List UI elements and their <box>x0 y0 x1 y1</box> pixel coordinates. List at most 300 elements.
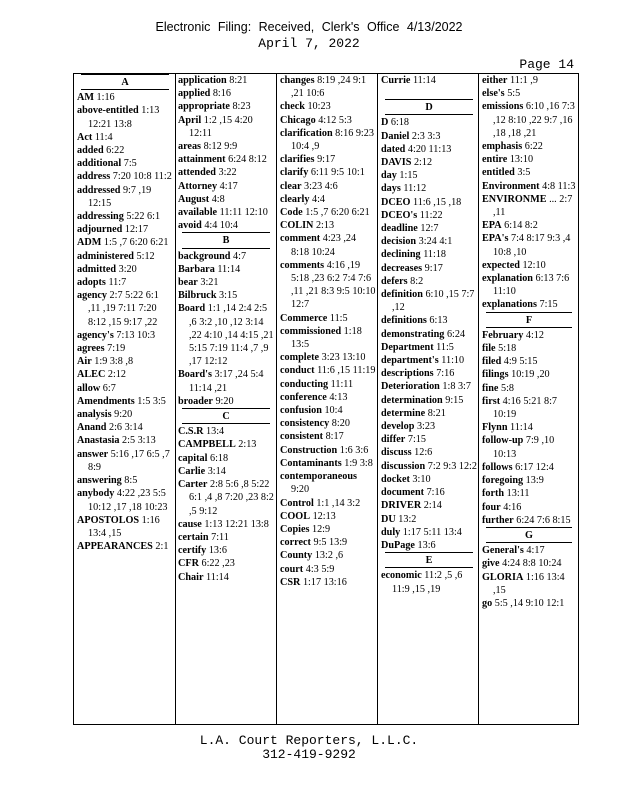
index-word: further <box>482 514 514 526</box>
index-word: four <box>482 501 501 513</box>
index-entry <box>482 259 576 272</box>
index-page-line-refs: 5:8 <box>500 382 514 394</box>
index-word: definitions <box>381 315 427 327</box>
index-page-line-refs: 1:13 12:21 13:8 <box>204 518 269 530</box>
index-page-line-refs: 7:19 <box>107 343 126 355</box>
index-page-line-refs: 5:12 <box>136 250 155 262</box>
index-page-line-refs: 7:15 <box>539 299 558 311</box>
index-word: department's <box>381 355 439 367</box>
index-word: certify <box>178 545 207 557</box>
index-entry <box>381 539 477 552</box>
index-word: document <box>381 487 425 499</box>
index-word: General's <box>482 545 524 557</box>
index-word: Copies <box>280 523 310 535</box>
index-entry <box>280 74 376 100</box>
index-entry <box>77 514 173 540</box>
index-word: expected <box>482 259 520 271</box>
index-word: Barbara <box>178 263 215 275</box>
index-page-line-refs: 12:10 <box>522 259 546 271</box>
index-entry <box>178 153 274 166</box>
index-page-line-refs: 11:4 <box>94 131 113 143</box>
index-page-line-refs: 13:11 <box>506 488 530 500</box>
index-entry <box>280 523 376 536</box>
index-entry <box>280 430 376 443</box>
index-entry <box>77 263 173 276</box>
index-word: Carlie <box>178 465 206 477</box>
index-entry <box>77 421 173 434</box>
index-entry <box>280 193 376 206</box>
index-word: background <box>178 250 231 262</box>
index-entry <box>381 116 477 129</box>
index-entry <box>178 263 274 276</box>
index-page-line-refs: 1:16 13:4 ,15 <box>88 514 160 539</box>
index-page-line-refs: 4:7 <box>233 250 247 262</box>
index-word: August <box>178 193 210 205</box>
index-word: first <box>482 395 501 407</box>
index-entry <box>482 219 576 232</box>
index-page-line-refs: 5:5 <box>507 88 521 100</box>
index-page-line-refs: 4:17 <box>219 180 238 192</box>
index-word: County <box>280 550 313 562</box>
index-entry <box>77 434 173 447</box>
index-entry <box>280 470 376 496</box>
index-page-line-refs: 3:22 <box>218 167 237 179</box>
index-entry <box>178 87 274 100</box>
index-word: DRIVER <box>381 500 422 512</box>
index-word: capital <box>178 452 208 464</box>
index-entry <box>482 272 576 298</box>
index-word: filed <box>482 356 502 368</box>
index-entry <box>280 404 376 417</box>
index-entry <box>482 140 576 153</box>
index-word: Board <box>178 303 206 315</box>
index-page-line-refs: 11:14 <box>510 422 533 434</box>
index-entry <box>280 444 376 457</box>
index-word: bear <box>178 277 198 289</box>
index-word: correct <box>280 537 311 549</box>
index-page-line-refs: 13:6 <box>208 545 227 557</box>
index-word: addressing <box>77 211 124 223</box>
index-word: agrees <box>77 343 105 355</box>
index-page-line-refs: 1:9 3:8 <box>344 457 373 469</box>
index-page-line-refs: 2:13 <box>315 220 335 232</box>
index-word: anybody <box>77 488 115 500</box>
index-entry <box>482 298 576 311</box>
index-entry <box>381 209 477 222</box>
index-word: clear <box>280 180 302 192</box>
index-page-line-refs: 1:1 ,14 2:4 2:5 ,6 3:2 ,10 ,12 3:14 ,22 4:10 ,14 4:15 ,21 5:15 7:19 11:4 ,7 ,9 ,17 12:12 <box>189 303 274 368</box>
index-entry <box>381 248 477 261</box>
index-page-line-refs: 4:22 ,23 5:5 10:12 ,17 ,18 10:23 <box>88 488 168 513</box>
index-word: available <box>178 207 218 219</box>
index-word: Bilbruck <box>178 290 217 302</box>
index-entry <box>381 328 477 341</box>
index-page-line-refs: 3:20 <box>118 263 137 275</box>
index-page-line-refs: 1:5 ,7 6:20 6:21 <box>103 237 169 249</box>
index-entry <box>482 100 576 140</box>
index-letter-heading: F <box>486 312 572 328</box>
index-word: Chicago <box>280 114 316 126</box>
index-entry <box>381 473 477 486</box>
index-word: adopts <box>77 277 106 289</box>
index-page-line-refs: 8:2 <box>410 275 424 287</box>
index-page-line-refs: 5:18 <box>498 343 517 355</box>
index-page-line-refs: 7:11 <box>211 531 229 543</box>
index-word: go <box>482 597 493 609</box>
index-entry <box>280 549 376 562</box>
index-word: court <box>280 563 304 575</box>
index-page-line-refs: 12:7 <box>420 223 439 235</box>
index-page-line-refs: 6:11 9:5 10:1 <box>310 167 365 179</box>
index-page-line-refs: 4:17 <box>526 545 545 557</box>
index-page-line-refs: 2:8 5:6 ,8 5:22 6:1 ,4 ,8 7:20 ,23 8:2 ,5 9:12 <box>189 479 274 517</box>
index-entry <box>280 312 376 325</box>
index-entry <box>77 170 173 183</box>
index-page-line-refs: 11:5 <box>329 312 348 324</box>
index-word: consistency <box>280 418 330 430</box>
index-entry <box>482 382 576 395</box>
index-page-line-refs: 6:13 <box>429 315 448 327</box>
index-word: clarification <box>280 127 333 139</box>
index-word: emphasis <box>482 141 523 153</box>
index-page-line-refs: 3:23 4:6 <box>304 180 338 192</box>
index-page-line-refs: 9:20 <box>215 395 234 407</box>
index-page-line-refs: 1:17 5:11 13:4 <box>402 526 462 538</box>
index-letter-heading: C <box>182 408 270 424</box>
index-word: admitted <box>77 263 117 275</box>
index-entry <box>482 368 576 381</box>
index-entry <box>77 540 173 553</box>
index-word: D <box>381 117 389 129</box>
index-word: adjourned <box>77 224 123 236</box>
index-page-line-refs: 6:22 ,23 <box>201 558 235 570</box>
index-word: application <box>178 75 227 86</box>
index-page-line-refs: 8:17 <box>325 431 344 443</box>
index-word: DAVIS <box>381 157 412 169</box>
index-page-line-refs: 3:17 ,24 5:4 11:14 ,21 <box>189 369 264 394</box>
index-word: February <box>482 329 524 341</box>
index-page-line-refs: 11:2 ,5 ,6 11:9 ,15 ,19 <box>392 570 463 595</box>
index-page-line-refs: 3:23 <box>416 421 436 433</box>
index-word: COOL <box>280 510 311 522</box>
index-page-line-refs: 4:9 5:15 <box>503 356 538 368</box>
index-page-line-refs: 11:14 <box>412 75 436 86</box>
index-entry <box>77 448 173 474</box>
index-entry <box>178 452 274 465</box>
index-entry <box>280 100 376 113</box>
index-entry <box>77 355 173 368</box>
index-word: avoid <box>178 220 202 232</box>
index-page-line-refs: 4:20 11:13 <box>407 143 452 155</box>
index-page-line-refs: 11:7 <box>108 277 127 289</box>
index-word: areas <box>178 141 202 153</box>
index-page-line-refs: 7:15 <box>407 434 426 446</box>
index-column-4 <box>381 74 477 724</box>
index-word: COLIN <box>280 220 314 232</box>
index-entry <box>381 407 477 420</box>
index-word: Currie <box>381 75 411 86</box>
index-word: applied <box>178 88 211 100</box>
index-word: Construction <box>280 444 338 456</box>
index-entry <box>178 166 274 179</box>
court-reporter-phone: 312-419-9292 <box>262 747 356 762</box>
index-page-line-refs: 4:23 ,24 8:18 10:24 <box>291 233 357 258</box>
index-page-line-refs: 4:12 <box>525 329 544 341</box>
index-entry <box>482 342 576 355</box>
index-word: C.S.R <box>178 426 204 438</box>
index-word: explanations <box>482 299 537 311</box>
index-word: dated <box>381 143 406 155</box>
index-entry <box>77 157 173 170</box>
index-page-line-refs: 11:6 ,15 11:19 <box>317 365 376 377</box>
index-entry <box>381 499 477 512</box>
index-word: clarify <box>280 167 309 179</box>
index-entry <box>381 569 477 595</box>
index-page-line-refs: 9:17 <box>317 154 336 166</box>
index-entry <box>482 434 576 460</box>
index-word: broader <box>178 395 213 407</box>
index-page-line-refs: 2:12 <box>413 157 433 169</box>
index-word: certain <box>178 531 209 543</box>
index-word: DCEO's <box>381 209 418 221</box>
index-entry <box>381 486 477 499</box>
index-entry <box>381 143 477 156</box>
index-entry <box>178 438 274 451</box>
index-page-line-refs: 1:2 ,15 4:20 12:11 <box>189 114 253 139</box>
index-page-line-refs: 4:4 10:4 <box>204 220 239 232</box>
index-entry <box>280 417 376 430</box>
index-page-line-refs: 6:24 8:12 <box>228 154 267 166</box>
index-page-line-refs: 4:8 11:3 <box>542 180 576 192</box>
index-word: give <box>482 558 500 570</box>
index-page-line-refs: 11:18 <box>423 249 447 261</box>
index-entry <box>381 433 477 446</box>
index-word: CAMPBELL <box>178 439 236 451</box>
index-entry <box>280 351 376 364</box>
index-entry <box>482 597 576 610</box>
index-entry <box>381 420 477 433</box>
index-entry <box>381 288 477 314</box>
index-entry <box>381 262 477 275</box>
index-page-line-refs: 8:21 <box>427 407 446 419</box>
index-entry <box>482 193 576 219</box>
index-word: Flynn <box>482 422 508 434</box>
index-page-line-refs: 4:12 5:3 <box>318 114 352 126</box>
index-word: conduct <box>280 365 315 377</box>
index-word: file <box>482 343 496 355</box>
index-word: agency <box>77 290 107 302</box>
index-page-line-refs: 13:10 <box>509 154 534 166</box>
index-page-line-refs: 1:9 3:8 ,8 <box>94 356 134 368</box>
index-page-line-refs: 6:22 <box>524 141 543 153</box>
index-page-line-refs: 6:24 7:6 8:15 <box>516 514 571 526</box>
index-page-line-refs: 2:13 <box>238 439 257 451</box>
index-page-line-refs: 10:19 ,20 <box>511 369 550 381</box>
index-word: attainment <box>178 154 226 166</box>
index-entry <box>178 114 274 140</box>
index-word: fine <box>482 382 499 394</box>
index-word: conference <box>280 391 327 403</box>
index-page-line-refs: 9:15 <box>445 394 464 406</box>
index-entry <box>482 544 576 557</box>
index-entry <box>178 289 274 302</box>
index-word: duly <box>381 526 401 538</box>
index-entry <box>77 223 173 236</box>
index-word: commissioned <box>280 325 342 337</box>
index-page-line-refs: 3:23 13:10 <box>321 352 366 364</box>
index-word: develop <box>381 421 415 433</box>
index-word: declining <box>381 249 421 261</box>
index-word: comment <box>280 233 321 245</box>
index-page-line-refs: 7:4 8:17 9:3 ,4 10:8 ,10 <box>493 233 571 258</box>
index-entry <box>482 557 576 570</box>
index-page-line-refs: 5:22 6:1 <box>126 211 161 223</box>
index-word: Anastasia <box>77 435 120 447</box>
index-page-line-refs: 11:6 ,15 ,18 <box>412 196 462 208</box>
index-page-line-refs: 8:23 <box>232 101 251 113</box>
column-divider <box>377 74 378 724</box>
index-word: analysis <box>77 409 112 421</box>
index-entry <box>77 236 173 249</box>
index-page-line-refs: 12:17 <box>124 224 149 236</box>
index-word: decision <box>381 236 417 248</box>
index-word: descriptions <box>381 368 434 380</box>
index-entry <box>280 497 376 510</box>
column-divider <box>276 74 277 724</box>
index-page-line-refs: 9:5 13:9 <box>313 537 348 549</box>
index-word: discuss <box>381 447 412 459</box>
index-word: added <box>77 145 104 157</box>
index-word: definition <box>381 289 423 301</box>
index-page-line-refs: 12:6 <box>414 447 433 459</box>
index-column-1 <box>77 74 173 724</box>
index-page-line-refs: 7:16 <box>436 368 455 380</box>
index-page-line-refs: 1:5 3:5 <box>137 395 166 407</box>
index-page-line-refs: 6:24 <box>446 328 466 340</box>
index-word: Act <box>77 131 93 143</box>
index-page-line-refs: 13:2 ,6 <box>314 550 344 562</box>
index-word: confusion <box>280 405 322 417</box>
index-page-line-refs: 10:4 <box>324 405 343 417</box>
index-word: DU <box>381 513 396 525</box>
index-page-line-refs: 6:18 <box>390 117 410 129</box>
index-word: clearly <box>280 193 310 205</box>
index-entry <box>178 531 274 544</box>
index-letter-heading: B <box>182 232 270 248</box>
index-word: above-entitled <box>77 105 139 117</box>
index-entry <box>280 166 376 179</box>
index-entry <box>77 329 173 342</box>
index-entry <box>77 184 173 210</box>
index-page-line-refs: 11:11 <box>330 378 354 390</box>
index-word: explanation <box>482 273 533 285</box>
index-entry <box>178 571 274 584</box>
transcript-date: April 7, 2022 <box>258 36 360 51</box>
index-word: answering <box>77 475 122 487</box>
index-page-line-refs: 1:5 ,7 6:20 6:21 <box>305 207 370 219</box>
index-page-line-refs: 12:13 <box>312 510 336 522</box>
index-page-line-refs: 1:6 3:6 <box>339 444 369 456</box>
index-page-line-refs: 8:16 <box>212 88 231 100</box>
index-word: agency's <box>77 329 114 341</box>
index-entry <box>280 536 376 549</box>
index-entry <box>280 127 376 153</box>
index-word: Contaminants <box>280 457 342 469</box>
index-word: ADM <box>77 237 102 249</box>
index-word: address <box>77 171 111 183</box>
index-word: Code <box>280 207 303 219</box>
index-entry <box>280 259 376 312</box>
index-page-line-refs: 4:13 <box>329 391 348 403</box>
index-word: entire <box>482 154 508 166</box>
index-page-line-refs: 6:18 <box>209 452 229 464</box>
index-entry <box>381 275 477 288</box>
index-page-line-refs: 1:18 13:5 <box>291 325 362 351</box>
index-entry <box>381 367 477 380</box>
index-entry <box>77 131 173 144</box>
index-page-line-refs: 2:3 3:3 <box>411 130 441 142</box>
index-page-line-refs: 3:14 <box>207 465 226 477</box>
index-page-line-refs: 7:2 9:3 12:2 <box>427 460 477 472</box>
index-page-line-refs: 6:7 <box>102 382 116 394</box>
index-entry <box>77 487 173 513</box>
index-word: Environment <box>482 180 540 192</box>
index-column-3 <box>280 74 376 724</box>
index-word: filings <box>482 369 509 381</box>
index-entry <box>178 140 274 153</box>
index-page-line-refs: 2:12 <box>107 369 126 381</box>
index-word: cause <box>178 518 202 530</box>
index-entry <box>178 395 274 408</box>
index-word: foregoing <box>482 475 524 487</box>
index-word: follows <box>482 461 513 473</box>
index-entry <box>482 487 576 500</box>
index-entry <box>77 210 173 223</box>
index-page-line-refs: 4:8 <box>211 193 225 205</box>
index-entry <box>482 514 576 527</box>
index-entry <box>77 250 173 263</box>
index-word: discussion <box>381 460 426 472</box>
index-word: CFR <box>178 558 199 570</box>
index-word: DCEO <box>381 196 411 208</box>
index-entry <box>381 394 477 407</box>
index-page-line-refs: 2:7 5:22 6:1 ,11 ,19 7:11 7:20 8:12 ,15 9:17 ,22 <box>88 290 159 328</box>
index-entry <box>77 474 173 487</box>
index-entry <box>178 465 274 478</box>
index-entry <box>381 341 477 354</box>
index-entry <box>77 382 173 395</box>
filing-stamp-line: Electronic Filing: Received, Clerk's Office 4/13/2022 <box>155 20 463 34</box>
index-entry <box>77 395 173 408</box>
index-entry <box>280 563 376 576</box>
index-word: else's <box>482 88 505 100</box>
index-entry <box>77 276 173 289</box>
index-entry <box>482 153 576 166</box>
index-entry <box>77 144 173 157</box>
index-page-line-refs: 8:5 <box>124 475 138 487</box>
index-entry <box>381 74 477 87</box>
index-entry <box>280 180 376 193</box>
index-page-line-refs: 11:14 <box>217 263 241 275</box>
column-divider <box>478 74 479 724</box>
index-page-line-refs: 8:12 9:9 <box>203 141 238 153</box>
index-entry <box>381 380 477 393</box>
index-page-line-refs: 7:9 ,10 10:13 <box>493 435 555 460</box>
index-entry <box>482 87 576 100</box>
index-entry <box>381 235 477 248</box>
index-page-line-refs: 1:16 13:4 ,15 <box>493 571 565 596</box>
index-page-line-refs: 4:16 ,19 5:18 ,23 6:2 7:4 7:6 ,11 ,21 8:3 9:5 10:10 12:7 <box>291 259 376 311</box>
